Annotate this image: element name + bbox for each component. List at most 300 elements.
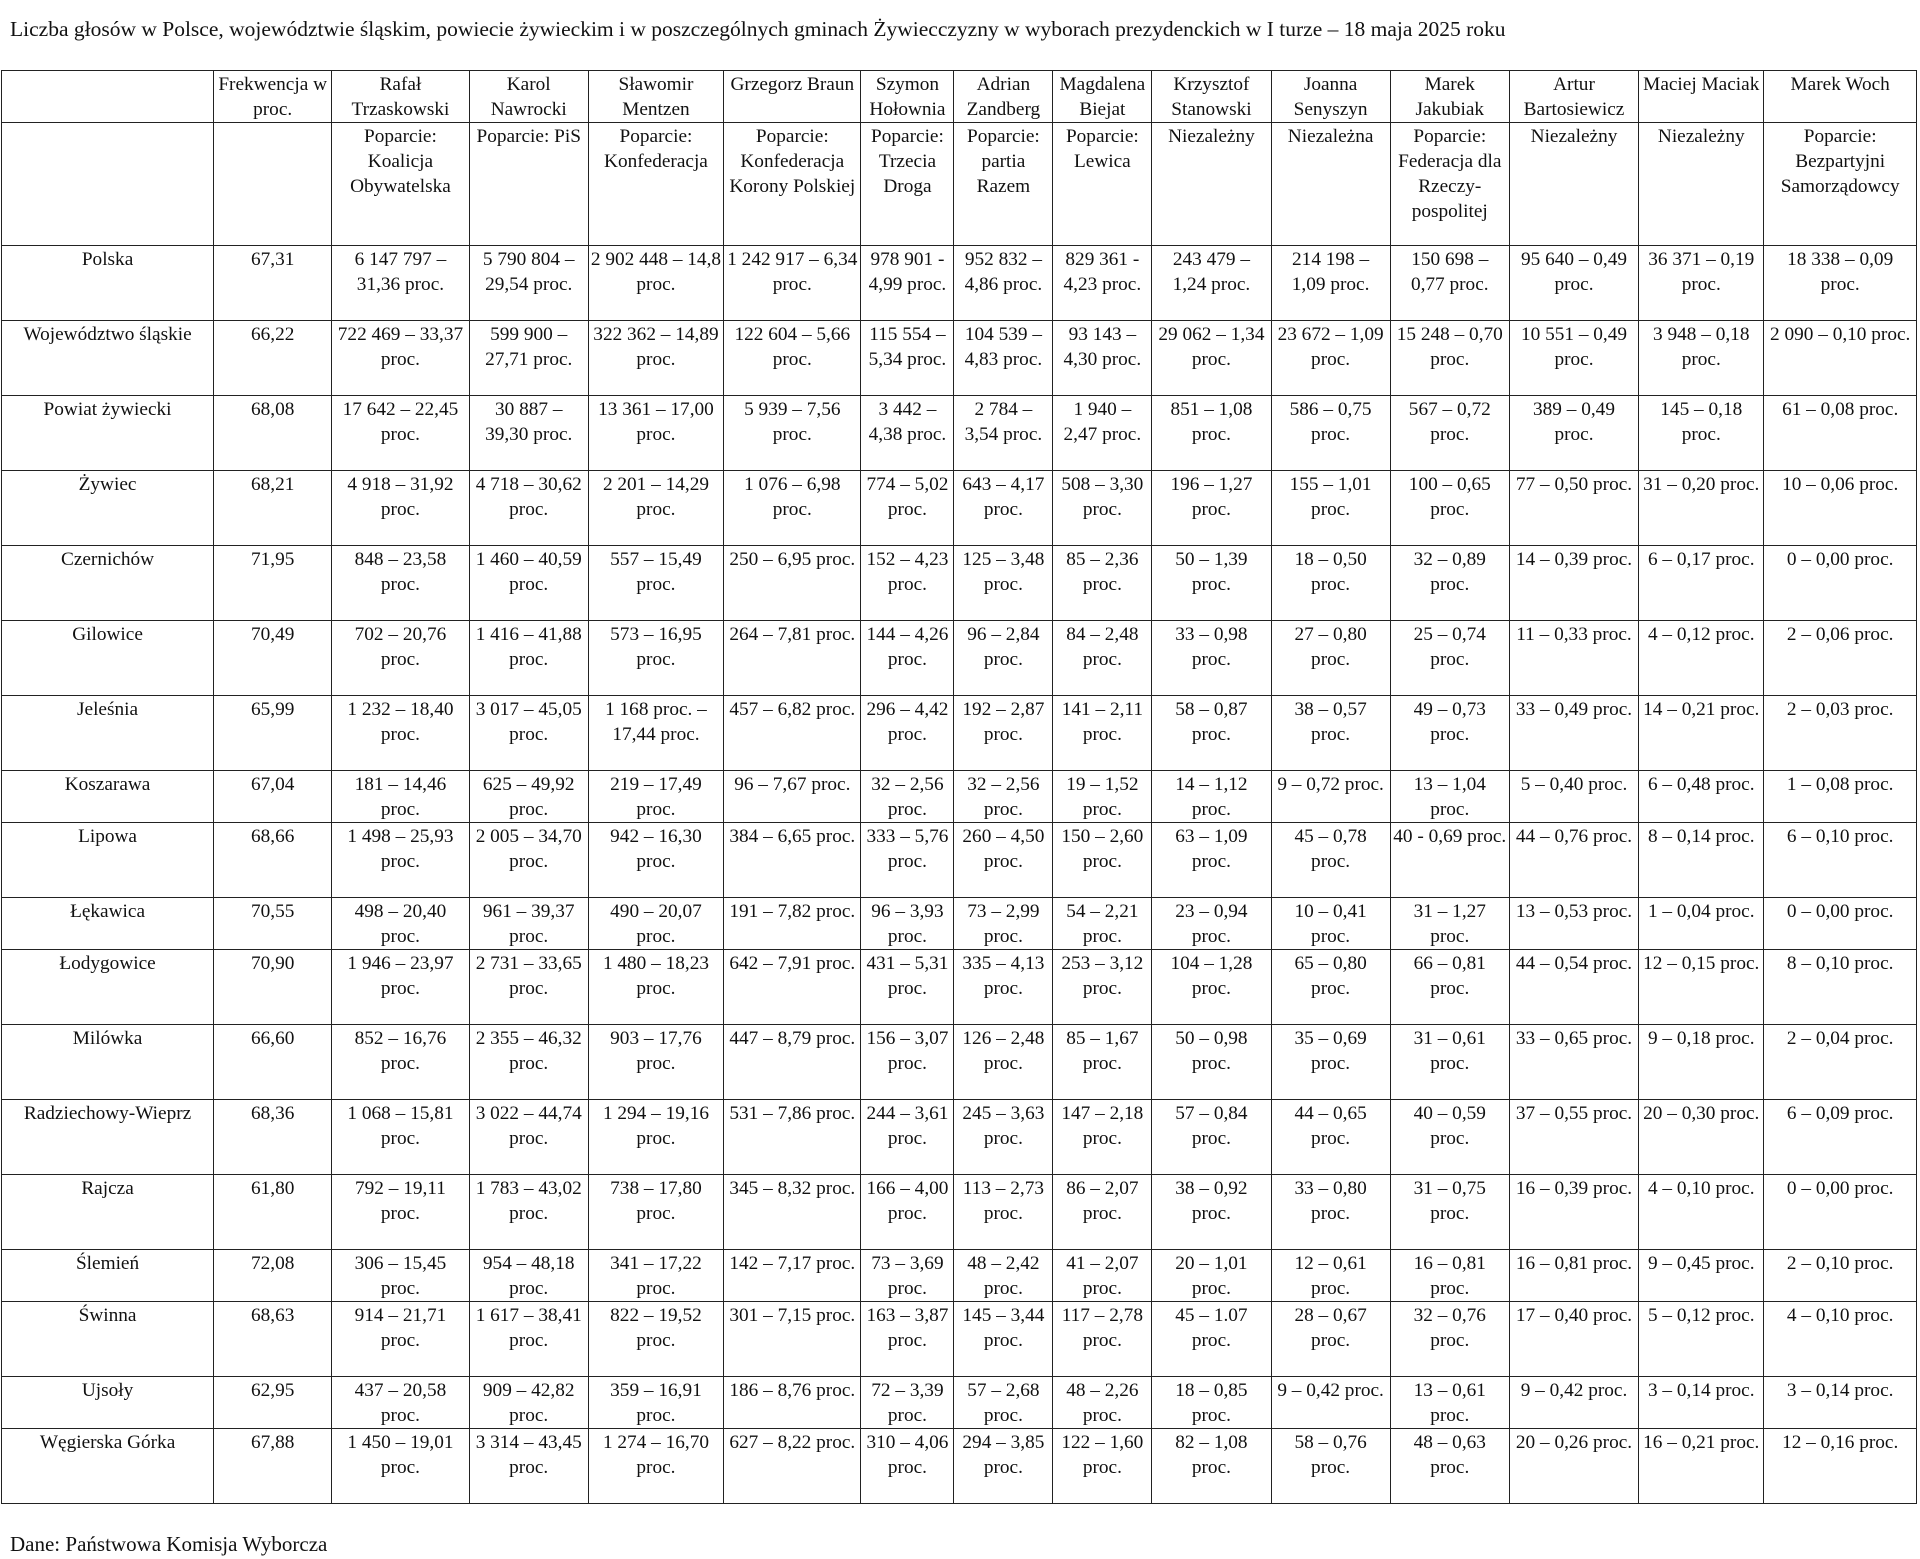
votes-cell: 54 – 2,21 proc.	[1053, 898, 1152, 950]
votes-cell: 9 – 0,18 proc.	[1639, 1025, 1764, 1100]
votes-cell: 20 – 0,30 proc.	[1639, 1100, 1764, 1175]
votes-cell: 31 – 1,27 proc.	[1390, 898, 1509, 950]
votes-cell: 914 – 21,71 proc.	[332, 1302, 469, 1377]
votes-cell: 20 – 0,26 proc.	[1509, 1429, 1638, 1504]
votes-cell: 16 – 0,81 proc.	[1509, 1250, 1638, 1302]
votes-cell: 322 362 – 14,89 proc.	[588, 321, 723, 396]
votes-cell: 9 – 0,42 proc.	[1509, 1377, 1638, 1429]
votes-cell: 310 – 4,06 proc.	[861, 1429, 954, 1504]
votes-cell: 16 – 0,21 proc.	[1639, 1429, 1764, 1504]
votes-cell: 155 – 1,01 proc.	[1271, 471, 1390, 546]
turnout-cell: 65,99	[214, 696, 332, 771]
votes-cell: 792 – 19,11 proc.	[332, 1175, 469, 1250]
turnout-cell: 61,80	[214, 1175, 332, 1250]
votes-cell: 17 – 0,40 proc.	[1509, 1302, 1638, 1377]
votes-cell: 117 – 2,78 proc.	[1053, 1302, 1152, 1377]
turnout-cell: 66,60	[214, 1025, 332, 1100]
votes-cell: 45 – 1.07 proc.	[1152, 1302, 1271, 1377]
votes-cell: 125 – 3,48 proc.	[954, 546, 1053, 621]
votes-cell: 86 – 2,07 proc.	[1053, 1175, 1152, 1250]
votes-cell: 104 539 – 4,83 proc.	[954, 321, 1053, 396]
votes-cell: 73 – 3,69 proc.	[861, 1250, 954, 1302]
votes-cell: 1 076 – 6,98 proc.	[724, 471, 861, 546]
row-label: Radziechowy-Wieprz	[2, 1100, 214, 1175]
votes-cell: 1 232 – 18,40 proc.	[332, 696, 469, 771]
turnout-cell: 68,66	[214, 823, 332, 898]
votes-cell: 44 – 0,54 proc.	[1509, 950, 1638, 1025]
column-header-support: Poparcie: Federacja dla Rzeczy-pospolitej	[1390, 123, 1509, 246]
votes-cell: 2 – 0,06 proc.	[1764, 621, 1917, 696]
votes-cell: 40 - 0,69 proc.	[1390, 823, 1509, 898]
turnout-cell: 68,36	[214, 1100, 332, 1175]
results-table	[1, 70, 1917, 1504]
votes-cell: 12 – 0,61 proc.	[1271, 1250, 1390, 1302]
votes-cell: 431 – 5,31 proc.	[861, 950, 954, 1025]
votes-cell: 5 939 – 7,56 proc.	[724, 396, 861, 471]
row-label: Czernichów	[2, 546, 214, 621]
votes-cell: 12 – 0,16 proc.	[1764, 1429, 1917, 1504]
table-row	[2, 1025, 1917, 1100]
row-label: Świnna	[2, 1302, 214, 1377]
turnout-cell: 72,08	[214, 1250, 332, 1302]
votes-cell: 13 – 0,53 proc.	[1509, 898, 1638, 950]
votes-cell: 122 604 – 5,66 proc.	[724, 321, 861, 396]
table-row	[2, 546, 1917, 621]
row-label: Lipowa	[2, 823, 214, 898]
votes-cell: 144 – 4,26 proc.	[861, 621, 954, 696]
votes-cell: 72 – 3,39 proc.	[861, 1377, 954, 1429]
votes-cell: 18 – 0,85 proc.	[1152, 1377, 1271, 1429]
votes-cell: 48 – 0,63 proc.	[1390, 1429, 1509, 1504]
votes-cell: 1 783 – 43,02 proc.	[469, 1175, 588, 1250]
votes-cell: 6 147 797 – 31,36 proc.	[332, 246, 469, 321]
row-label: Ślemień	[2, 1250, 214, 1302]
column-header-name: Sławomir Mentzen	[588, 71, 723, 123]
votes-cell: 822 – 19,52 proc.	[588, 1302, 723, 1377]
row-label: Jeleśnia	[2, 696, 214, 771]
column-header-name: Adrian Zandberg	[954, 71, 1053, 123]
votes-cell: 113 – 2,73 proc.	[954, 1175, 1053, 1250]
votes-cell: 1 274 – 16,70 proc.	[588, 1429, 723, 1504]
votes-cell: 61 – 0,08 proc.	[1764, 396, 1917, 471]
votes-cell: 4 – 0,10 proc.	[1764, 1302, 1917, 1377]
turnout-cell: 68,08	[214, 396, 332, 471]
votes-cell: 40 – 0,59 proc.	[1390, 1100, 1509, 1175]
row-label: Łodygowice	[2, 950, 214, 1025]
votes-cell: 95 640 – 0,49 proc.	[1509, 246, 1638, 321]
votes-cell: 851 – 1,08 proc.	[1152, 396, 1271, 471]
votes-cell: 8 – 0,14 proc.	[1639, 823, 1764, 898]
turnout-cell: 71,95	[214, 546, 332, 621]
votes-cell: 18 – 0,50 proc.	[1271, 546, 1390, 621]
votes-cell: 3 948 – 0,18 proc.	[1639, 321, 1764, 396]
votes-cell: 38 – 0,57 proc.	[1271, 696, 1390, 771]
votes-cell: 903 – 17,76 proc.	[588, 1025, 723, 1100]
votes-cell: 48 – 2,42 proc.	[954, 1250, 1053, 1302]
votes-cell: 1 946 – 23,97 proc.	[332, 950, 469, 1025]
votes-cell: 4 – 0,12 proc.	[1639, 621, 1764, 696]
votes-cell: 20 – 1,01 proc.	[1152, 1250, 1271, 1302]
votes-cell: 58 – 0,87 proc.	[1152, 696, 1271, 771]
table-row	[2, 950, 1917, 1025]
votes-cell: 15 248 – 0,70 proc.	[1390, 321, 1509, 396]
table-header	[2, 71, 1917, 246]
votes-cell: 10 551 – 0,49 proc.	[1509, 321, 1638, 396]
votes-cell: 166 – 4,00 proc.	[861, 1175, 954, 1250]
table-row	[2, 1100, 1917, 1175]
table-row	[2, 771, 1917, 823]
column-header-name: Rafał Trzaskowski	[332, 71, 469, 123]
votes-cell: 36 371 – 0,19 proc.	[1639, 246, 1764, 321]
votes-cell: 35 – 0,69 proc.	[1271, 1025, 1390, 1100]
votes-cell: 19 – 1,52 proc.	[1053, 771, 1152, 823]
votes-cell: 32 – 0,76 proc.	[1390, 1302, 1509, 1377]
votes-cell: 63 – 1,09 proc.	[1152, 823, 1271, 898]
votes-cell: 2 090 – 0,10 proc.	[1764, 321, 1917, 396]
votes-cell: 1 480 – 18,23 proc.	[588, 950, 723, 1025]
row-label: Żywiec	[2, 471, 214, 546]
votes-cell: 16 – 0,81 proc.	[1390, 1250, 1509, 1302]
votes-cell: 384 – 6,65 proc.	[724, 823, 861, 898]
votes-cell: 3 – 0,14 proc.	[1764, 1377, 1917, 1429]
votes-cell: 531 – 7,86 proc.	[724, 1100, 861, 1175]
turnout-cell: 70,90	[214, 950, 332, 1025]
votes-cell: 85 – 2,36 proc.	[1053, 546, 1152, 621]
votes-cell: 214 198 – 1,09 proc.	[1271, 246, 1390, 321]
votes-cell: 294 – 3,85 proc.	[954, 1429, 1053, 1504]
votes-cell: 301 – 7,15 proc.	[724, 1302, 861, 1377]
votes-cell: 774 – 5,02 proc.	[861, 471, 954, 546]
votes-cell: 33 – 0,65 proc.	[1509, 1025, 1638, 1100]
votes-cell: 954 – 48,18 proc.	[469, 1250, 588, 1302]
votes-cell: 1 416 – 41,88 proc.	[469, 621, 588, 696]
table-row	[2, 1429, 1917, 1504]
column-header-name: Szymon Hołownia	[861, 71, 954, 123]
votes-cell: 0 – 0,00 proc.	[1764, 898, 1917, 950]
table-row	[2, 1175, 1917, 1250]
votes-cell: 14 – 0,39 proc.	[1509, 546, 1638, 621]
votes-cell: 567 – 0,72 proc.	[1390, 396, 1509, 471]
turnout-cell: 67,88	[214, 1429, 332, 1504]
votes-cell: 3 – 0,14 proc.	[1639, 1377, 1764, 1429]
column-header-support: Poparcie: PiS	[469, 123, 588, 246]
votes-cell: 829 361 - 4,23 proc.	[1053, 246, 1152, 321]
turnout-cell: 67,04	[214, 771, 332, 823]
votes-cell: 264 – 7,81 proc.	[724, 621, 861, 696]
turnout-cell: 70,55	[214, 898, 332, 950]
votes-cell: 2 355 – 46,32 proc.	[469, 1025, 588, 1100]
table-row	[2, 1377, 1917, 1429]
votes-cell: 2 902 448 – 14,8 proc.	[588, 246, 723, 321]
votes-cell: 181 – 14,46 proc.	[332, 771, 469, 823]
table-row	[2, 898, 1917, 950]
votes-cell: 498 – 20,40 proc.	[332, 898, 469, 950]
votes-cell: 10 – 0,06 proc.	[1764, 471, 1917, 546]
table-row	[2, 321, 1917, 396]
column-header-name: Joanna Senyszyn	[1271, 71, 1390, 123]
votes-cell: 141 – 2,11 proc.	[1053, 696, 1152, 771]
column-header-support: Poparcie: Konfederacja	[588, 123, 723, 246]
votes-cell: 1 617 – 38,41 proc.	[469, 1302, 588, 1377]
votes-cell: 0 – 0,00 proc.	[1764, 1175, 1917, 1250]
votes-cell: 30 887 – 39,30 proc.	[469, 396, 588, 471]
votes-cell: 3 017 – 45,05 proc.	[469, 696, 588, 771]
votes-cell: 29 062 – 1,34 proc.	[1152, 321, 1271, 396]
table-row	[2, 621, 1917, 696]
votes-cell: 1 – 0,08 proc.	[1764, 771, 1917, 823]
votes-cell: 38 – 0,92 proc.	[1152, 1175, 1271, 1250]
turnout-cell: 70,49	[214, 621, 332, 696]
table-row	[2, 471, 1917, 546]
votes-cell: 142 – 7,17 proc.	[724, 1250, 861, 1302]
header-corner-cell	[2, 123, 214, 246]
votes-cell: 243 479 – 1,24 proc.	[1152, 246, 1271, 321]
votes-cell: 147 – 2,18 proc.	[1053, 1100, 1152, 1175]
votes-cell: 9 – 0,72 proc.	[1271, 771, 1390, 823]
votes-cell: 156 – 3,07 proc.	[861, 1025, 954, 1100]
votes-cell: 150 698 – 0,77 proc.	[1390, 246, 1509, 321]
column-header-name: Marek Woch	[1764, 71, 1917, 123]
votes-cell: 191 – 7,82 proc.	[724, 898, 861, 950]
column-header-name: Magdalena Biejat	[1053, 71, 1152, 123]
votes-cell: 17 642 – 22,45 proc.	[332, 396, 469, 471]
votes-cell: 28 – 0,67 proc.	[1271, 1302, 1390, 1377]
votes-cell: 186 – 8,76 proc.	[724, 1377, 861, 1429]
results-table-wrapper	[0, 70, 1920, 1504]
turnout-cell: 67,31	[214, 246, 332, 321]
votes-cell: 250 – 6,95 proc.	[724, 546, 861, 621]
row-label: Rajcza	[2, 1175, 214, 1250]
votes-cell: 2 – 0,03 proc.	[1764, 696, 1917, 771]
votes-cell: 4 – 0,10 proc.	[1639, 1175, 1764, 1250]
votes-cell: 33 – 0,80 proc.	[1271, 1175, 1390, 1250]
votes-cell: 1 498 – 25,93 proc.	[332, 823, 469, 898]
votes-cell: 18 338 – 0,09 proc.	[1764, 246, 1917, 321]
votes-cell: 3 022 – 44,74 proc.	[469, 1100, 588, 1175]
row-label: Województwo śląskie	[2, 321, 214, 396]
votes-cell: 31 – 0,75 proc.	[1390, 1175, 1509, 1250]
table-row	[2, 1250, 1917, 1302]
row-label: Gilowice	[2, 621, 214, 696]
votes-cell: 2 005 – 34,70 proc.	[469, 823, 588, 898]
votes-cell: 31 – 0,20 proc.	[1639, 471, 1764, 546]
votes-cell: 3 314 – 43,45 proc.	[469, 1429, 588, 1504]
votes-cell: 3 442 – 4,38 proc.	[861, 396, 954, 471]
votes-cell: 642 – 7,91 proc.	[724, 950, 861, 1025]
votes-cell: 5 790 804 – 29,54 proc.	[469, 246, 588, 321]
votes-cell: 335 – 4,13 proc.	[954, 950, 1053, 1025]
votes-cell: 8 – 0,10 proc.	[1764, 950, 1917, 1025]
votes-cell: 77 – 0,50 proc.	[1509, 471, 1638, 546]
column-header-support: Poparcie: Trzecia Droga	[861, 123, 954, 246]
votes-cell: 150 – 2,60 proc.	[1053, 823, 1152, 898]
votes-cell: 163 – 3,87 proc.	[861, 1302, 954, 1377]
votes-cell: 14 – 0,21 proc.	[1639, 696, 1764, 771]
votes-cell: 4 718 – 30,62 proc.	[469, 471, 588, 546]
votes-cell: 27 – 0,80 proc.	[1271, 621, 1390, 696]
votes-cell: 333 – 5,76 proc.	[861, 823, 954, 898]
source-footnote: Dane: Państwowa Komisja Wyborcza	[10, 1532, 328, 1556]
table-row	[2, 1302, 1917, 1377]
votes-cell: 961 – 39,37 proc.	[469, 898, 588, 950]
votes-cell: 627 – 8,22 proc.	[724, 1429, 861, 1504]
votes-cell: 447 – 8,79 proc.	[724, 1025, 861, 1100]
turnout-cell: 68,21	[214, 471, 332, 546]
votes-cell: 573 – 16,95 proc.	[588, 621, 723, 696]
votes-cell: 13 361 – 17,00 proc.	[588, 396, 723, 471]
votes-cell: 16 – 0,39 proc.	[1509, 1175, 1638, 1250]
votes-cell: 848 – 23,58 proc.	[332, 546, 469, 621]
votes-cell: 586 – 0,75 proc.	[1271, 396, 1390, 471]
turnout-cell: 68,63	[214, 1302, 332, 1377]
votes-cell: 389 – 0,49 proc.	[1509, 396, 1638, 471]
votes-cell: 599 900 – 27,71 proc.	[469, 321, 588, 396]
votes-cell: 44 – 0,76 proc.	[1509, 823, 1638, 898]
votes-cell: 11 – 0,33 proc.	[1509, 621, 1638, 696]
votes-cell: 244 – 3,61 proc.	[861, 1100, 954, 1175]
votes-cell: 1 294 – 19,16 proc.	[588, 1100, 723, 1175]
votes-cell: 4 918 – 31,92 proc.	[332, 471, 469, 546]
votes-cell: 126 – 2,48 proc.	[954, 1025, 1053, 1100]
votes-cell: 260 – 4,50 proc.	[954, 823, 1053, 898]
header-row-names	[2, 71, 1917, 123]
votes-cell: 1 460 – 40,59 proc.	[469, 546, 588, 621]
column-header-name: Karol Nawrocki	[469, 71, 588, 123]
column-header-name: Krzysztof Stanowski	[1152, 71, 1271, 123]
votes-cell: 73 – 2,99 proc.	[954, 898, 1053, 950]
votes-cell: 82 – 1,08 proc.	[1152, 1429, 1271, 1504]
column-header-support: Niezależny	[1639, 123, 1764, 246]
votes-cell: 852 – 16,76 proc.	[332, 1025, 469, 1100]
votes-cell: 245 – 3,63 proc.	[954, 1100, 1053, 1175]
votes-cell: 942 – 16,30 proc.	[588, 823, 723, 898]
votes-cell: 437 – 20,58 proc.	[332, 1377, 469, 1429]
votes-cell: 5 – 0,12 proc.	[1639, 1302, 1764, 1377]
votes-cell: 219 – 17,49 proc.	[588, 771, 723, 823]
votes-cell: 457 – 6,82 proc.	[724, 696, 861, 771]
votes-cell: 65 – 0,80 proc.	[1271, 950, 1390, 1025]
votes-cell: 23 672 – 1,09 proc.	[1271, 321, 1390, 396]
votes-cell: 192 – 2,87 proc.	[954, 696, 1053, 771]
votes-cell: 6 – 0,17 proc.	[1639, 546, 1764, 621]
votes-cell: 6 – 0,09 proc.	[1764, 1100, 1917, 1175]
votes-cell: 145 – 3,44 proc.	[954, 1302, 1053, 1377]
column-header-name: Grzegorz Braun	[724, 71, 861, 123]
column-header-support: Poparcie: partia Razem	[954, 123, 1053, 246]
votes-cell: 557 – 15,49 proc.	[588, 546, 723, 621]
votes-cell: 1 – 0,04 proc.	[1639, 898, 1764, 950]
votes-cell: 96 – 7,67 proc.	[724, 771, 861, 823]
votes-cell: 13 – 0,61 proc.	[1390, 1377, 1509, 1429]
votes-cell: 6 – 0,48 proc.	[1639, 771, 1764, 823]
votes-cell: 152 – 4,23 proc.	[861, 546, 954, 621]
votes-cell: 66 – 0,81 proc.	[1390, 950, 1509, 1025]
votes-cell: 508 – 3,30 proc.	[1053, 471, 1152, 546]
row-label: Powiat żywiecki	[2, 396, 214, 471]
votes-cell: 50 – 1,39 proc.	[1152, 546, 1271, 621]
votes-cell: 306 – 15,45 proc.	[332, 1250, 469, 1302]
votes-cell: 296 – 4,42 proc.	[861, 696, 954, 771]
votes-cell: 6 – 0,10 proc.	[1764, 823, 1917, 898]
header-row-support	[2, 123, 1917, 246]
votes-cell: 643 – 4,17 proc.	[954, 471, 1053, 546]
votes-cell: 1 168 proc. – 17,44 proc.	[588, 696, 723, 771]
votes-cell: 952 832 – 4,86 proc.	[954, 246, 1053, 321]
column-header-support	[214, 123, 332, 246]
votes-cell: 1 940 – 2,47 proc.	[1053, 396, 1152, 471]
votes-cell: 23 – 0,94 proc.	[1152, 898, 1271, 950]
votes-cell: 722 469 – 33,37 proc.	[332, 321, 469, 396]
column-header-support: Niezależny	[1509, 123, 1638, 246]
column-header-support: Niezależny	[1152, 123, 1271, 246]
votes-cell: 41 – 2,07 proc.	[1053, 1250, 1152, 1302]
table-row	[2, 823, 1917, 898]
votes-cell: 14 – 1,12 proc.	[1152, 771, 1271, 823]
votes-cell: 5 – 0,40 proc.	[1509, 771, 1638, 823]
page-title: Liczba głosów w Polsce, województwie śląskim, powiecie żywieckim i w poszczególnych gminach Żywiecczyzny w wyborach prezydenckich w I turze – 18 maja 2025 roku	[10, 17, 1506, 41]
votes-cell: 9 – 0,42 proc.	[1271, 1377, 1390, 1429]
votes-cell: 44 – 0,65 proc.	[1271, 1100, 1390, 1175]
votes-cell: 1 450 – 19,01 proc.	[332, 1429, 469, 1504]
votes-cell: 0 – 0,00 proc.	[1764, 546, 1917, 621]
votes-cell: 84 – 2,48 proc.	[1053, 621, 1152, 696]
votes-cell: 96 – 2,84 proc.	[954, 621, 1053, 696]
table-row	[2, 396, 1917, 471]
votes-cell: 50 – 0,98 proc.	[1152, 1025, 1271, 1100]
column-header-support: Poparcie: Lewica	[1053, 123, 1152, 246]
votes-cell: 341 – 17,22 proc.	[588, 1250, 723, 1302]
votes-cell: 2 – 0,10 proc.	[1764, 1250, 1917, 1302]
votes-cell: 359 – 16,91 proc.	[588, 1377, 723, 1429]
votes-cell: 1 068 – 15,81 proc.	[332, 1100, 469, 1175]
votes-cell: 25 – 0,74 proc.	[1390, 621, 1509, 696]
votes-cell: 100 – 0,65 proc.	[1390, 471, 1509, 546]
votes-cell: 32 – 2,56 proc.	[861, 771, 954, 823]
votes-cell: 32 – 2,56 proc.	[954, 771, 1053, 823]
votes-cell: 31 – 0,61 proc.	[1390, 1025, 1509, 1100]
header-corner-cell	[2, 71, 214, 123]
turnout-cell: 62,95	[214, 1377, 332, 1429]
votes-cell: 10 – 0,41 proc.	[1271, 898, 1390, 950]
votes-cell: 196 – 1,27 proc.	[1152, 471, 1271, 546]
table-row	[2, 246, 1917, 321]
table-row	[2, 696, 1917, 771]
votes-cell: 96 – 3,93 proc.	[861, 898, 954, 950]
votes-cell: 32 – 0,89 proc.	[1390, 546, 1509, 621]
row-label: Łękawica	[2, 898, 214, 950]
votes-cell: 33 – 0,98 proc.	[1152, 621, 1271, 696]
votes-cell: 13 – 1,04 proc.	[1390, 771, 1509, 823]
column-header-support: Poparcie: Koalicja Obywatelska	[332, 123, 469, 246]
votes-cell: 2 784 – 3,54 proc.	[954, 396, 1053, 471]
row-label: Węgierska Górka	[2, 1429, 214, 1504]
votes-cell: 58 – 0,76 proc.	[1271, 1429, 1390, 1504]
column-header-name: Marek Jakubiak	[1390, 71, 1509, 123]
column-header-name: Artur Bartosiewicz	[1509, 71, 1638, 123]
votes-cell: 93 143 – 4,30 proc.	[1053, 321, 1152, 396]
votes-cell: 1 242 917 – 6,34 proc.	[724, 246, 861, 321]
row-label: Milówka	[2, 1025, 214, 1100]
votes-cell: 45 – 0,78 proc.	[1271, 823, 1390, 898]
votes-cell: 345 – 8,32 proc.	[724, 1175, 861, 1250]
votes-cell: 33 – 0,49 proc.	[1509, 696, 1638, 771]
column-header-support: Poparcie: Bezpartyjni Samorządowcy	[1764, 123, 1917, 246]
votes-cell: 104 – 1,28 proc.	[1152, 950, 1271, 1025]
votes-cell: 9 – 0,45 proc.	[1639, 1250, 1764, 1302]
votes-cell: 48 – 2,26 proc.	[1053, 1377, 1152, 1429]
votes-cell: 978 901 - 4,99 proc.	[861, 246, 954, 321]
votes-cell: 122 – 1,60 proc.	[1053, 1429, 1152, 1504]
